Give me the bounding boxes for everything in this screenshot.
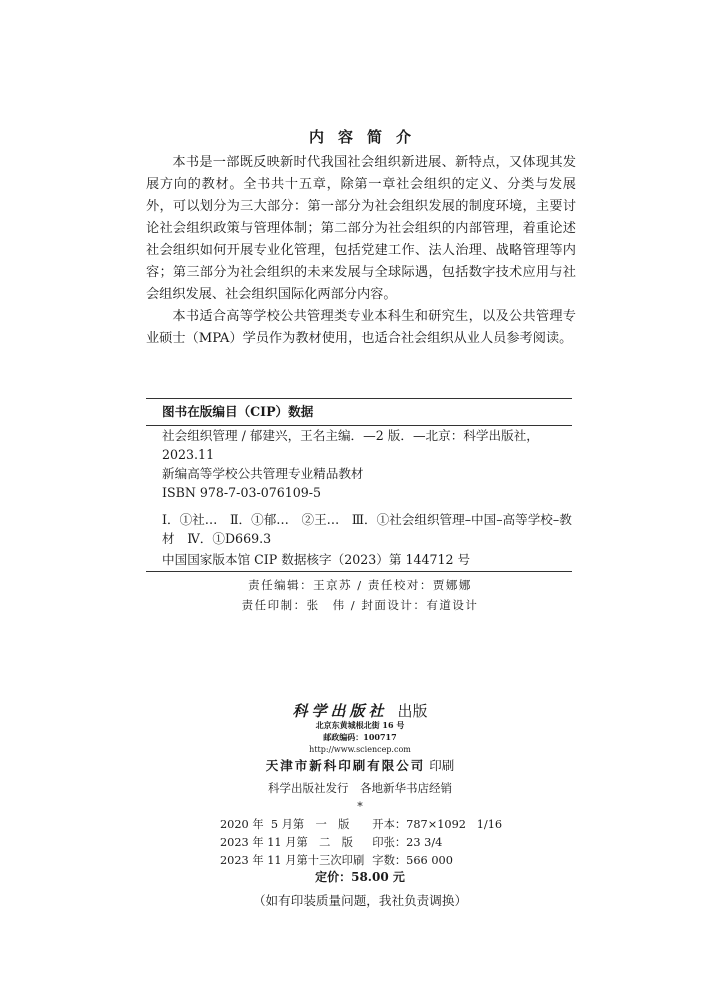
- cip-series: 新编高等学校公共管理专业精品教材: [162, 466, 364, 481]
- edition-date: 2020 年 5 月第 一 版: [220, 818, 350, 831]
- publisher-address: 北京东黄城根北街 16 号: [315, 720, 405, 730]
- edition-date: 2023 年 11 月第十三次印刷: [220, 854, 365, 867]
- edition-spec: 字数：566 000: [372, 854, 453, 867]
- publisher-action: 出版: [397, 702, 428, 720]
- cip-classification: Ⅰ．①社… Ⅱ．①郁… ②王… Ⅲ．①社会组织管理–中国–高等学校–教材 Ⅳ．①D669.3: [162, 512, 572, 546]
- cip-title-line: 社会组织管理 / 郁建兴，王名主编．—2 版．—北京：科学出版社，2023.11: [162, 428, 539, 462]
- printer-action: 印刷: [429, 758, 455, 773]
- intro-paragraph-1: 本书是一部既反映新时代我国社会组织新进展、新特点，又体现其发展方向的教材。全书共十五章，除第一章社会组织的定义、分类与发展外，可以划分为三大部分：第一部分为社会组织发展的制度环境，主要讨论社会组织政策与管理体制；第二部分为社会组织的内部管理，着重论述社会组织如何开展专业化管理，包括党建工作、法人治理、战略管理等内容；第三部分为社会组织的未来发展与全球际遇，包括数字技术应用与社会组织发展、社会组织国际化两部分内容。: [146, 155, 576, 302]
- quality-note: （如有印装质量问题，我社负责调换）: [252, 893, 468, 908]
- publisher-line: [0, 700, 720, 721]
- publisher-zip: 邮政编码：100717: [323, 732, 397, 742]
- distribution-line: 科学出版社发行 各地新华书店经销: [268, 781, 452, 795]
- edition-date: 2023 年 11 月第 二 版: [220, 836, 353, 849]
- edition-spec: 印张：23 3/4: [372, 836, 443, 849]
- intro-body: [146, 152, 576, 350]
- publisher-url: http://www.sciencep.com: [309, 745, 411, 754]
- cip-data-block: [146, 398, 572, 572]
- publisher-name: 科学出版社: [292, 702, 388, 720]
- cip-isbn: ISBN 978-7-03-076109-5: [162, 485, 322, 500]
- cip-gap: [146, 502, 572, 510]
- intro-title: 内容简介: [308, 128, 425, 146]
- intro-paragraph-2: 本书适合高等学校公共管理类专业本科生和研究生，以及公共管理专业硕士（MPA）学员作为教材使用，也适合社会组织从业人员参考阅读。: [146, 309, 576, 346]
- cip-heading: 图书在版编目（CIP）数据: [146, 401, 572, 426]
- edition-row: [220, 816, 502, 834]
- separator-asterisk: *: [357, 800, 363, 813]
- cip-number: 中国国家版本馆 CIP 数据核字（2023）第 144712 号: [162, 552, 471, 567]
- edition-spec: 开本：787×1092 1/16: [372, 818, 503, 831]
- printer-name: 天津市新科印刷有限公司: [265, 758, 426, 773]
- price: 定价：58.00 元: [315, 870, 405, 884]
- edition-row: [220, 834, 502, 852]
- credits-production: 责任印制：张 伟 / 封面设计：有道设计: [241, 598, 479, 612]
- edition-table: [220, 816, 502, 870]
- printer-line: [0, 756, 720, 774]
- credits-editors: 责任编辑：王京苏 / 责任校对：贾娜娜: [248, 578, 472, 592]
